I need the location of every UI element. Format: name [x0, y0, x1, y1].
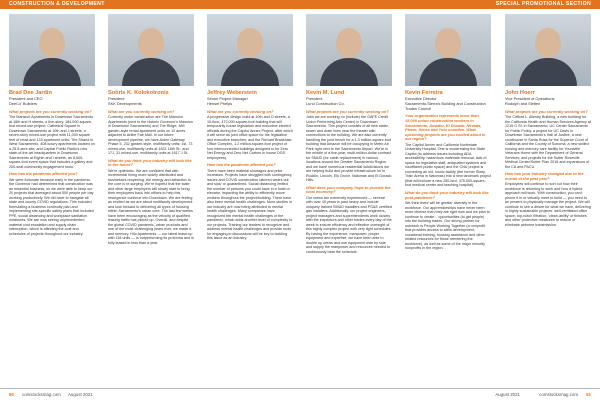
- right-page-number: 51: [586, 392, 591, 397]
- question: What projects are you currently working on?: [306, 108, 389, 114]
- person-title: President: [108, 96, 125, 101]
- portrait-photo: [108, 14, 194, 86]
- question: What do you think your industry will look like in the future?: [108, 157, 192, 168]
- left-page-number: 50: [9, 392, 14, 397]
- company-name: Rudolph and Sletten: [505, 100, 541, 106]
- portrait-photo: [9, 14, 95, 86]
- question: What projects are you currently working on?: [9, 108, 92, 114]
- portrait-photo: [207, 14, 293, 86]
- answer: We're optimistic. We are confident that with incremental hiring more widely distributed and businesses reopening, the energy and attraction to the core is re-surging. We're hopeful that the state and other large employers will slowly start to bring their employees back into offices to help this resurgence continue into Downtown. We are feeling as excited as we are about multifamily development and look forward to delivering all types of housing within Sacramento's urban core. The last few weeks have been encouraging as the velocity of qualified leasing traffic has picked up. Overall, and despite the global COVID pandemic, urban products and one of the most challenging years ever, we made it, and memory, Hilo Apartments — our latest lease-up with 118 units — is outperforming its proforma and is fully leased in less than a year.: [108, 168, 194, 245]
- person-name: John Hoerr: [505, 90, 535, 96]
- left-site: comstocksmag.com: [22, 392, 61, 397]
- person-name: Brad Dee Jardin: [9, 90, 52, 96]
- profile-column: [108, 14, 194, 384]
- right-site: comstocksmag.com: [539, 392, 578, 397]
- question: Your organization represents more than 15,000 union construction workers in Sacramento, Amador, El Dorado, Nevada, Placer, Sierra and Yolo counties. What upcoming projects are you excited about in our region?: [405, 113, 486, 142]
- answer: We were fortunate because early in the pandemic, the Governor had determined that construction was an essential business, so we were able to keep our 20 projects that averaged about 500 people per day working productively. We did have to navigate all state and county COVID regulations. This included formulating a business continuity plan and implementing site-specific safety plans that included PPE, social distancing and workplace sanitation measures. We are now seeing unprecedented material cost escalation and supply chain interruption, which is affecting the cost and schedules of projects throughout our industry.: [9, 177, 94, 236]
- left-date: August 2021: [68, 392, 93, 397]
- answer: Our crews are extremely experienced — several with over 40 years in past heavy and include uniquely trained SMUD installers and PG&E certified gas installers. Additionally, our project engineers, project managers and superintendents work closely with the inspectors and other trades every day of the week to ensure efficiency and effective oversight of this highly complex project with very tight schedules. By having the experience, manpower, proper equipment and expertise, we have been able to double up crews and use equipment side by side and supply the manpower and resources needed to continuously beat the schedule.: [306, 195, 392, 254]
- person-name: Sotiris K. Kolokotronis: [108, 90, 169, 96]
- person-name: Kevin Ferreira: [405, 90, 443, 96]
- profile-column: [405, 14, 491, 384]
- question: How has your industry changed due to the events of the past year?: [505, 171, 584, 181]
- profiles-grid: [9, 14, 591, 384]
- answer: Currently under construction are The Mansion Apartments (next to the historic Governor's Mansion in Downtown Sacramento) and The Ridge, 489 garden-style rental apartment units on 12 acres adjacent to Antler Fair Mall. In our future development pipeline, we have Arden Gateway Phase II, 232 garden-style, multifamily units; 1st, 73 mixed-use, multifamily units at 1631 16th St.; and 17J, 31 mixed-use, multifamily units at 1617 J St.: [108, 115, 193, 156]
- profile-column: [306, 14, 392, 384]
- question: What are you currently working on?: [108, 108, 175, 114]
- company-name: SKK Developments: [108, 100, 142, 106]
- answer: There have been material shortages and price increases. Projects have struggled with contingency issues and COVID construction labored wears out and sick/ or quarantined. Social distancing limited the number of persons you could have in a hoist or elevator, impacting the ability to efficiently move workers throughout the project/building. There have also been mental health challenges. More studies in our industry are now being attributed to mental health challenges. Many companies have recognized the mental health challenges of the pandemic, which adds another level of complexity to our projects. Training our leaders to recognize and address mental health challenges and provide tools for engaging in discussions will be key to tackling this issue as an industry.: [207, 168, 293, 241]
- portrait-photo: [405, 14, 491, 86]
- person-title: Executive Director: [405, 96, 437, 101]
- question: What do you think your industry will look like post-pandemic?: [405, 189, 489, 200]
- person-title: Senior Project Manager: [207, 96, 248, 101]
- question: What does your company hope to provide the local economy?: [306, 184, 391, 195]
- answer: Jobs we are working on (include) the GAFE Credit Union Performing Arts Center) in Downtown Sacramento. This project consists of all new water, sewer and drain lines near the theater with connections to the building. We are also currently handling the joint trench for a 1.3 million-square-foot building that Amazon will be occupying in Metro Air Park right next to the Sacramento Airport. We're in the middle of a five-year, multi-million-dollar contract for SMUD (for cable replacement) in various locations around the Greater Sacramento Region and we have numerous residential subdivisions we are helping build and provide infrastructure for in Rocklin, Lincoln, Elk Grove, Natomas and El Dorado Hills.: [306, 115, 392, 183]
- person-title: Vice President of Operations: [505, 96, 555, 101]
- answer: Employees will continue to sort out how their workforce is returning to work and how a hybrid approach will work. With construction, you can't phone it in or virtually meet to build — you need to be present to physically manage the project. We will continue to see a desire for what we have, delivering in highly sustainable projects: well-ventilated office space, top-notch filtration, 'clean-ability' of finishes and other protective measures to reduce or eliminate airborne transmission.: [505, 182, 591, 227]
- profile-column: [505, 14, 591, 384]
- answer: We think there will be greater diversity in the workforce. Our apprenticeships have never been more diverse than they are right now and we plan to continue to create... opportunities (to get people) into the building trades. Our strong partner for outreach is People Working Together (a nonprofit that provides access to skills development, vocational training, housing assistance and other related resources for those reentering the workforce), as well as some of the major minority nonprofits in the region.: [405, 201, 490, 251]
- profile-column: [9, 14, 95, 384]
- question: What projects are you currently working on?: [505, 108, 588, 114]
- section-title: CONSTRUCTION & DEVELOPMENT: [9, 1, 105, 7]
- right-date: August 2021: [495, 392, 520, 397]
- answer: The Capitol Annex and California Northstate University Hospital. One is modernizing the State Capitol (to address issues including ADA accessibility, hazardous materials removal, lack of space for legislative staff, antiquated systems and insufficient public space) and the CNU project is converting an old, iconic facility (the former Sleep Train Arena in Natomas) into a new landmark project (that will include a new 250-bed, 475,000-square-foot medical center and teaching hospital).: [405, 142, 491, 188]
- question: What are you currently working on?: [207, 108, 274, 114]
- company-name: Sacramento-Sierra's Building and Construction Trades Council: [405, 100, 486, 111]
- company-name: Hensel Phelps: [207, 100, 233, 106]
- section-header-bar: [0, 0, 600, 9]
- promo-label: SPECIAL PROMOTIONAL SECTION: [495, 1, 591, 7]
- person-name: Kevin M. Lund: [306, 90, 345, 96]
- portrait-photo: [505, 14, 591, 86]
- answer: The Clifford L. Allenby Building, a new building for the California Health and Human Services Agency at 1215 O St. in Sacramento; UC Center Sacramento for Public Policy, a project for UC Davis in Downtown Sacramento's Hall of Justice, a new courthouse in Santa Rosa for the Superior Court of California and the County of Sonoma; a new skilled nursing and memory care facility for Yountville Veterans Home with the Department of General Services; and projects for the Sutter Roseville Medical Center/Sutter Plan 2016 and expansions of the CA and PACU.: [505, 115, 591, 169]
- company-name: Lund Construction Co.: [306, 100, 345, 106]
- company-name: DeeCo' Builders: [9, 100, 37, 106]
- profile-column: [207, 14, 293, 384]
- person-name: Jeffrey Weberstein: [207, 90, 257, 96]
- portrait-photo: [306, 14, 392, 86]
- question: How has the pandemic affected you?: [207, 162, 276, 168]
- question: How has the pandemic affected you?: [9, 171, 78, 177]
- person-title: President and CEO: [9, 96, 43, 101]
- answer: A progressive design-build at 10th and O streets, a 10-floor, 472,000-square-foot building that will temporarily house legislators and executive elected officials during the Capitol Annex Project, after which it will serve as joint office space for the legislative and executive branches; and the Richard Bradshaw Office Complex, 1.2 million-square-foot project of four interconnected buildings designed to be Zero Net Energy and Zero Net Carbon in house DGS employees).: [207, 115, 293, 160]
- person-title: President: [306, 96, 323, 101]
- answer: The Mansion Apartments in Downtown Sacramento at 16th and H streets, a five-story, 184,000-square-foot mixed-use project; Cathedral Square in Downtown Sacramento at 10th and J streets, a seven-story mixed-use project with 11,000 square feet of retail and 133 apartment units; The Strand in West Sacramento, 408 luxury apartments located on a 25.5-acre site; and Capital Public Radio's new state-of-the-art headquarters in Downtown Sacramento at Eighth and I streets, an 8,600-square-foot event space that includes a gallery and 200-seat community engagement room.: [9, 115, 95, 169]
- page-footer: [0, 388, 600, 402]
